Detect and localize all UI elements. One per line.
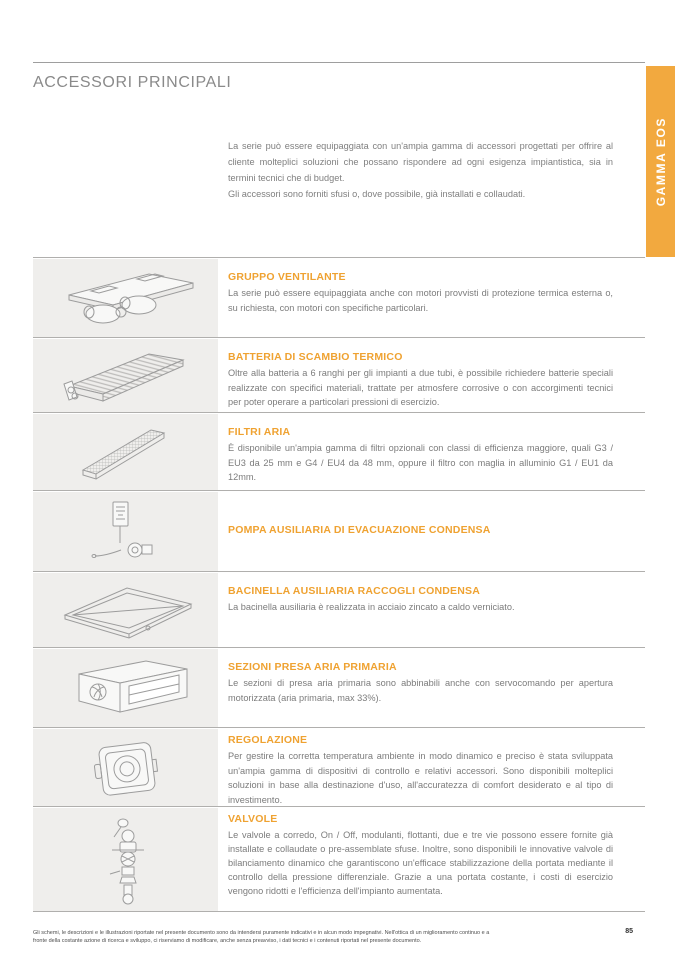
drain-pan-illustration [33,573,218,647]
air-intake-section-illustration [33,649,218,727]
accessory-title: BACINELLA AUSILIARIA RACCOGLI CONDENSA [228,585,481,597]
accessory-title: FILTRI ARIA [228,426,291,438]
accessory-title: REGOLAZIONE [228,734,308,746]
accessory-description: Le sezioni di presa aria primaria sono abbinabili anche con servocomando per apertura motorizzata (aria primaria, max 33%). [228,678,613,703]
accessory-description: Le valvole a corredo, On / Off, modulanti, flottanti, due e tre vie possono essere fornite già installate e collaudate o pre-assemblate sfuse. Inoltre, sono disponibili le innovative valvole di bilanciamento dinamico che garantiscono un'efficace stabilizzazione della portata mediante il controllo della pressione differenziale. Grazie a una portata costante, i costi di esercizio vengono ridotti e l'efficienza dell'impianto aumentata. [228,830,613,896]
list-bottom-divider [33,911,645,912]
accessory-title: SEZIONI PRESA ARIA PRIMARIA [228,661,397,673]
row-bacinella-ausiliaria [33,571,645,647]
accessory-title: BATTERIA DI SCAMBIO TERMICO [228,351,403,363]
side-tab-label: GAMMA EOS [653,116,668,207]
accessory-title: VALVOLE [228,813,278,825]
condensate-pump-illustration [33,492,218,571]
thermostat-illustration [33,729,218,806]
row-valvole [33,806,645,911]
air-filter-illustration [33,414,218,490]
footer-disclaimer: Gli schemi, le descrizioni e le illustrazioni riportate nel presente documento sono da intendersi puramente indicativi e in alcun modo impegnativi. Nell'ottica di un miglioramento continuo e a fronte della costante azione di ricerca e sviluppo, ci riserviamo di modificare, anche senza preavviso, i dati tecnici e i contenuti riportati nel presente documento. [33,930,490,944]
header-divider [33,62,645,63]
accessory-description: È disponibile un'ampia gamma di filtri opzionali con classi di efficienza maggiore, quali G3 / EU3 da 25 mm e G4 / EU4 da 48 mm, oppure il filtro con maglia in alluminio G1 / EU1 da 12mm. [228,443,613,482]
accessory-list [33,257,645,912]
accessory-title: GRUPPO VENTILANTE [228,271,346,283]
row-gruppo-ventilante [33,257,645,337]
gamma-eos-side-tab [646,66,675,257]
heat-exchanger-coil-illustration [33,339,218,412]
accessory-description: La bacinella ausiliaria è realizzata in acciaio zincato a caldo verniciato. [228,602,515,612]
accessory-description: La serie può essere equipaggiata anche con motori provvisti di protezione termica esterna o, su richiesta, con motori con specifiche particolari. [228,288,613,313]
valve-assembly-illustration [33,808,218,911]
accessory-description: Oltre alla batteria a 6 ranghi per gli impianti a due tubi, è possibile richiedere batterie speciali realizzate con specifici materiali, trattate per atmosfere corrosive o con accorgimenti tecnici per poter operare a particolari pressioni di esercizio. [228,368,613,407]
row-batteria-scambio-termico [33,337,645,412]
row-filtri-aria [33,412,645,490]
fan-unit-illustration [33,259,218,337]
intro-text-2: Gli accessori sono forniti sfusi o, dove possibile, già installati e collaudati. [228,189,526,199]
intro-paragraph [228,138,613,202]
accessory-description: Per gestire la corretta temperatura ambiente in modo dinamico e preciso è stata sviluppata un'ampia gamma di dispositivi di controllo e relativi accessori. Sono disponibili molteplici soluzioni in base alla destinazione d'uso, all'accuratezza di comfort desiderato e al tipo di investimento. [228,751,613,805]
row-regolazione [33,727,645,806]
intro-text-1: La serie può essere equipaggiata con un'ampia gamma di accessori progettati per offrire al cliente molteplici soluzioni che possano rispondere ad ogni esigenza impiantistica, sia in termini tecnici che di budget. [228,141,613,183]
page-title: ACCESSORI PRINCIPALI [33,74,232,91]
row-pompa-ausiliaria [33,490,645,571]
accessory-title: POMPA AUSILIARIA DI EVACUAZIONE CONDENSA [228,524,491,536]
page-number: 85 [625,928,633,935]
row-sezioni-presa-aria [33,647,645,727]
